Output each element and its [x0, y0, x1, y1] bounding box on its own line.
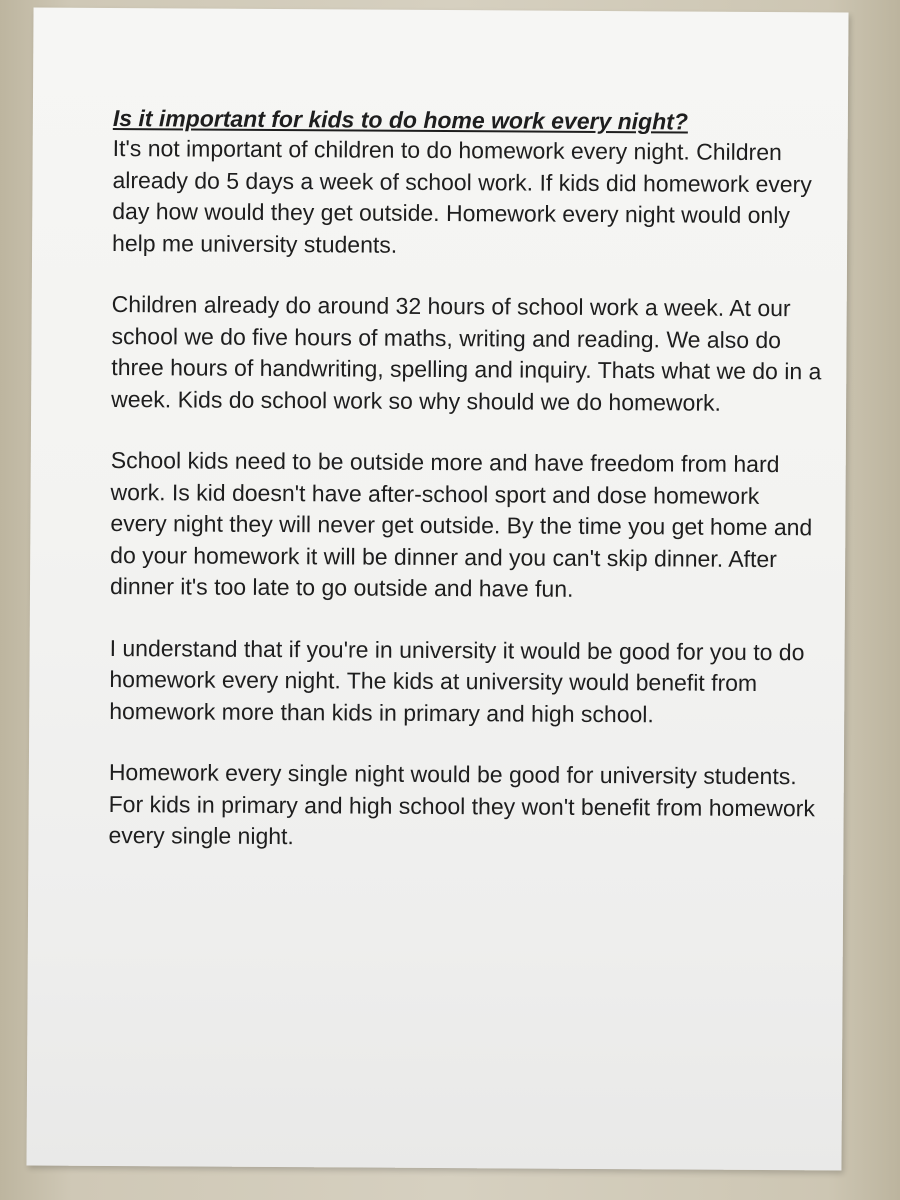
paragraph-1: It's not important of children to do homework every night. Children already do 5 days a week of school work. If kids did homework every day how would they get outside. Homework every night would only help me university students.: [112, 135, 812, 258]
paragraph-2: Children already do around 32 hours of school work a week. At our school we do five hours of maths, writing and reading. We also do three hours of handwriting, spelling and inquiry. Thats what we do in a week. Kids do school work so why should we do homework.: [111, 291, 822, 416]
paragraph-3: School kids need to be outside more and have freedom from hard work. Is kid doesn't have after-school sport and dose homework every night they will never get outside. By the time you get home and do your homework it will be dinner and you can't skip dinner. After dinner it's too late to go outside and have fun.: [109, 447, 813, 602]
document-body: [108, 103, 823, 886]
paper-sheet: [26, 8, 848, 1171]
document-title: Is it important for kids to do home work every night?: [112, 105, 689, 135]
paragraph-5: Homework every single night would be good for university students. For kids in primary and high school they won't benefit from homework every single night.: [108, 758, 815, 850]
paragraph-4: I understand that if you're in university it would be good for you to do homework every night. The kids at university would benefit from homework more than kids in primary and high school.: [109, 634, 805, 727]
